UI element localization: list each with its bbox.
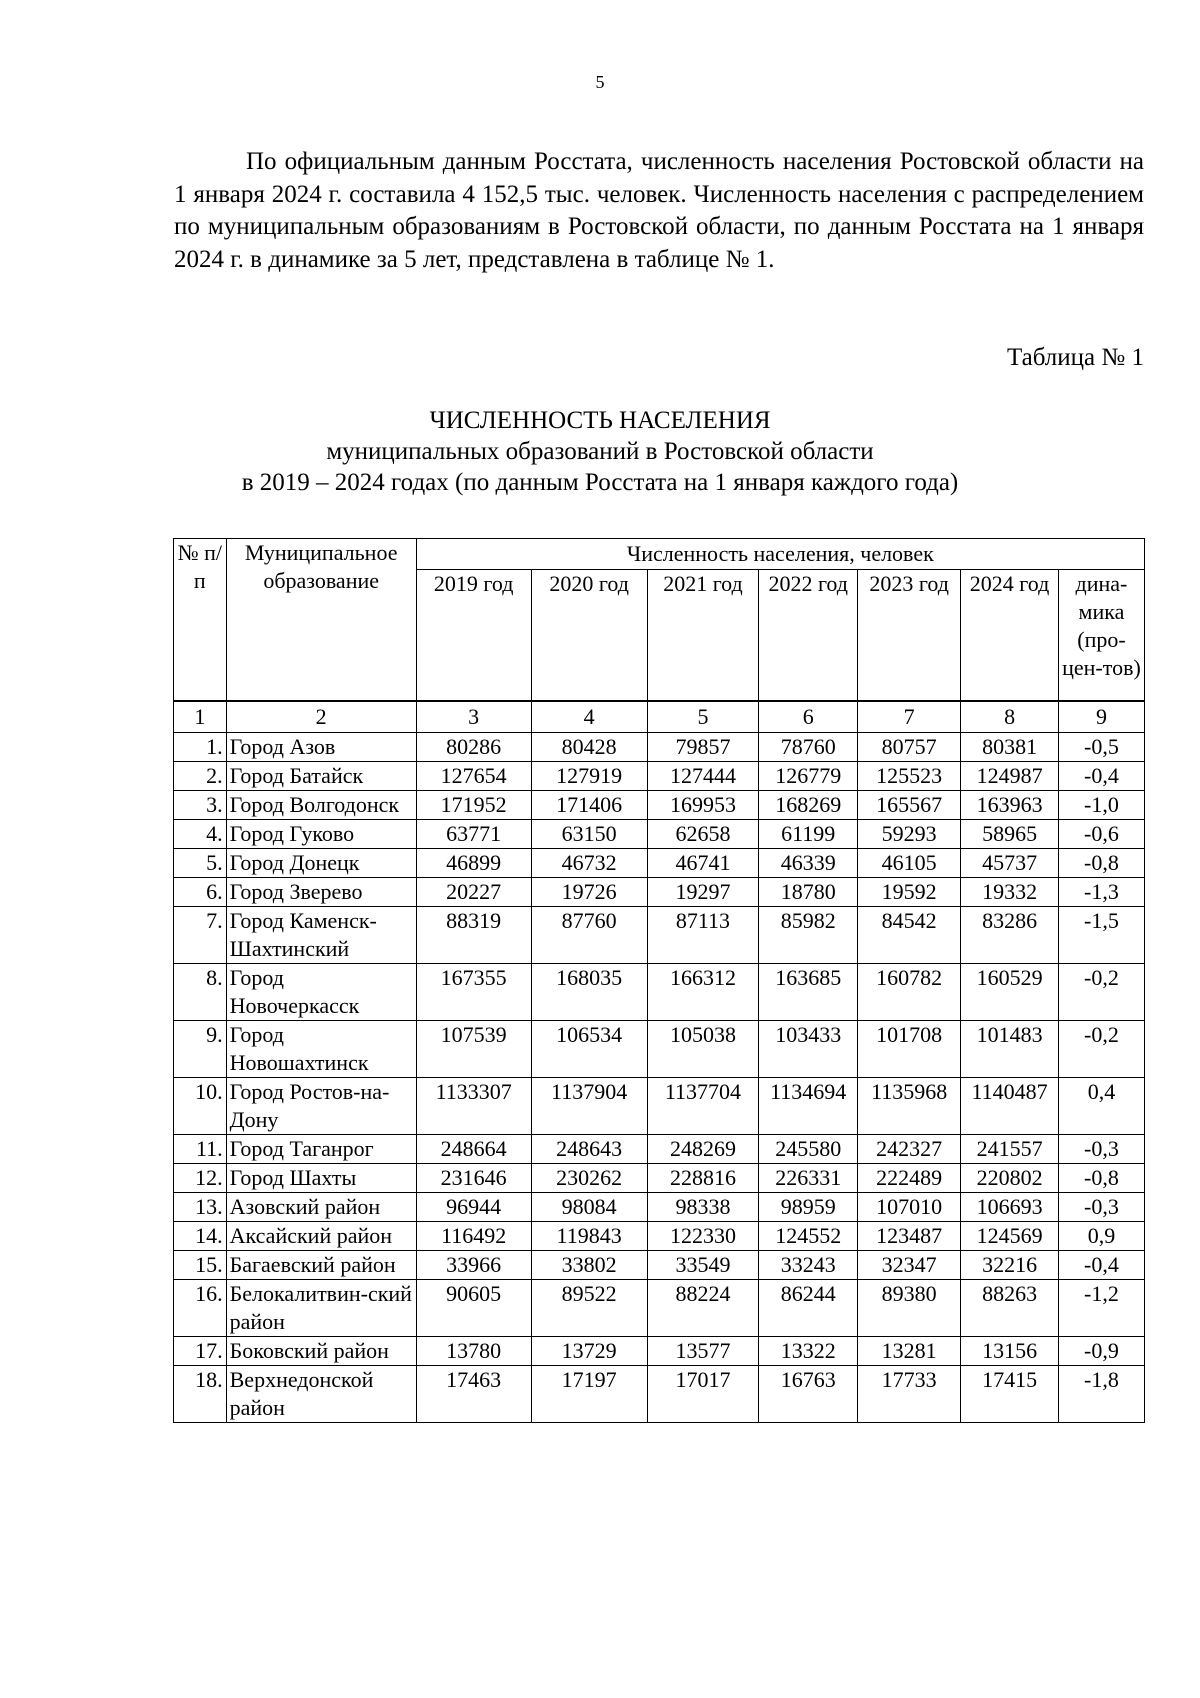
municipality-name: Город Донецк — [226, 849, 416, 878]
population-value: 33243 — [759, 1251, 858, 1280]
municipality-name: Аксайский район — [226, 1222, 416, 1251]
population-value: 19726 — [531, 878, 647, 907]
dynamics-value: -0,6 — [1058, 820, 1144, 849]
population-value: 125523 — [858, 762, 961, 791]
population-value: 101708 — [858, 1021, 961, 1078]
population-value: 168035 — [531, 964, 647, 1021]
population-value: 78760 — [759, 733, 858, 762]
population-value: 127654 — [416, 762, 531, 791]
population-value: 96944 — [416, 1193, 531, 1222]
row-number: 13. — [174, 1193, 227, 1222]
header-municipality: Муниципальное образование — [226, 539, 416, 702]
heading-title: ЧИСЛЕННОСТЬ НАСЕЛЕНИЯ — [429, 407, 771, 434]
heading-subtitle-2: в 2019 – 2024 годах (по данным Росстата на 1 января каждого года) — [241, 469, 959, 496]
municipality-name: Город Новошахтинск — [226, 1021, 416, 1078]
population-value: 86244 — [759, 1280, 858, 1337]
population-value: 163963 — [961, 791, 1059, 820]
population-value: 241557 — [961, 1135, 1059, 1164]
population-value: 98338 — [647, 1193, 759, 1222]
population-value: 226331 — [759, 1164, 858, 1193]
table-heading — [0, 405, 1200, 498]
population-value: 18780 — [759, 878, 858, 907]
population-value: 59293 — [858, 820, 961, 849]
dynamics-value: -0,4 — [1058, 762, 1144, 791]
population-value: 46732 — [531, 849, 647, 878]
population-value: 127444 — [647, 762, 759, 791]
population-value: 98084 — [531, 1193, 647, 1222]
population-value: 88263 — [961, 1280, 1059, 1337]
row-number: 5. — [174, 849, 227, 878]
population-value: 105038 — [647, 1021, 759, 1078]
table-row — [174, 1135, 1145, 1164]
population-value: 13322 — [759, 1337, 858, 1366]
population-value: 166312 — [647, 964, 759, 1021]
population-value: 61199 — [759, 820, 858, 849]
population-value: 83286 — [961, 907, 1059, 964]
row-number: 9. — [174, 1021, 227, 1078]
population-value: 165567 — [858, 791, 961, 820]
population-value: 45737 — [961, 849, 1059, 878]
population-value: 230262 — [531, 1164, 647, 1193]
population-value: 90605 — [416, 1280, 531, 1337]
population-value: 1140487 — [961, 1078, 1059, 1135]
row-number: 4. — [174, 820, 227, 849]
population-value: 169953 — [647, 791, 759, 820]
row-number: 10. — [174, 1078, 227, 1135]
population-value: 222489 — [858, 1164, 961, 1193]
row-number: 15. — [174, 1251, 227, 1280]
population-value: 20227 — [416, 878, 531, 907]
municipality-name: Город Азов — [226, 733, 416, 762]
population-value: 1134694 — [759, 1078, 858, 1135]
population-value: 103433 — [759, 1021, 858, 1078]
population-value: 80757 — [858, 733, 961, 762]
population-value: 89522 — [531, 1280, 647, 1337]
header-number: № п/п — [174, 539, 227, 702]
population-value: 98959 — [759, 1193, 858, 1222]
table-row — [174, 1193, 1145, 1222]
population-value: 106693 — [961, 1193, 1059, 1222]
population-value: 13156 — [961, 1337, 1059, 1366]
municipality-name: Город Батайск — [226, 762, 416, 791]
population-value: 127919 — [531, 762, 647, 791]
column-number: 3 — [416, 701, 531, 733]
dynamics-value: -0,2 — [1058, 1021, 1144, 1078]
population-value: 33549 — [647, 1251, 759, 1280]
municipality-name: Азовский район — [226, 1193, 416, 1222]
table-row — [174, 878, 1145, 907]
row-number: 3. — [174, 791, 227, 820]
population-value: 231646 — [416, 1164, 531, 1193]
population-value: 248269 — [647, 1135, 759, 1164]
dynamics-value: -0,4 — [1058, 1251, 1144, 1280]
table-row — [174, 1021, 1145, 1078]
population-value: 17415 — [961, 1366, 1059, 1423]
municipality-name: Город Новочеркасск — [226, 964, 416, 1021]
population-value: 160782 — [858, 964, 961, 1021]
dynamics-value: 0,9 — [1058, 1222, 1144, 1251]
population-value: 220802 — [961, 1164, 1059, 1193]
population-value: 80381 — [961, 733, 1059, 762]
population-value: 88224 — [647, 1280, 759, 1337]
population-value: 63150 — [531, 820, 647, 849]
population-value: 87113 — [647, 907, 759, 964]
population-value: 171406 — [531, 791, 647, 820]
population-value: 85982 — [759, 907, 858, 964]
table-row — [174, 820, 1145, 849]
population-value: 124987 — [961, 762, 1059, 791]
intro-paragraph: По официальным данным Росстата, численность населения Ростовской области на 1 января 2024 г. составила 4 152,5 тыс. человек. Численность населения с распределением по муниципальным образованиям в Ростовской области, по данным Росстата на 1 января 2024 г. в динамике за 5 лет, представлена в таблице № 1. — [174, 148, 1144, 273]
table-row — [174, 791, 1145, 820]
dynamics-value: -0,5 — [1058, 733, 1144, 762]
header-year: 2022 год — [759, 570, 858, 702]
population-value: 84542 — [858, 907, 961, 964]
dynamics-value: -1,5 — [1058, 907, 1144, 964]
column-number: 4 — [531, 701, 647, 733]
column-number: 6 — [759, 701, 858, 733]
table-row — [174, 1078, 1145, 1135]
population-value: 19332 — [961, 878, 1059, 907]
population-value: 101483 — [961, 1021, 1059, 1078]
population-value: 13281 — [858, 1337, 961, 1366]
table-row — [174, 907, 1145, 964]
municipality-name: Город Шахты — [226, 1164, 416, 1193]
dynamics-value: -0,9 — [1058, 1337, 1144, 1366]
population-value: 16763 — [759, 1366, 858, 1423]
population-value: 13729 — [531, 1337, 647, 1366]
population-value: 248643 — [531, 1135, 647, 1164]
header-year: 2023 год — [858, 570, 961, 702]
population-value: 245580 — [759, 1135, 858, 1164]
population-value: 1133307 — [416, 1078, 531, 1135]
population-value: 17017 — [647, 1366, 759, 1423]
municipality-name: Город Гуково — [226, 820, 416, 849]
population-value: 19592 — [858, 878, 961, 907]
population-value: 89380 — [858, 1280, 961, 1337]
population-value: 1135968 — [858, 1078, 961, 1135]
table-row — [174, 1366, 1145, 1423]
table-row — [174, 1280, 1145, 1337]
table-row — [174, 1337, 1145, 1366]
population-value: 87760 — [531, 907, 647, 964]
row-number: 7. — [174, 907, 227, 964]
municipality-name: Боковский район — [226, 1337, 416, 1366]
population-value: 33966 — [416, 1251, 531, 1280]
population-value: 242327 — [858, 1135, 961, 1164]
table-row — [174, 1251, 1145, 1280]
dynamics-value: -0,3 — [1058, 1135, 1144, 1164]
table-row — [174, 849, 1145, 878]
row-number: 2. — [174, 762, 227, 791]
population-value: 1137704 — [647, 1078, 759, 1135]
population-value: 32347 — [858, 1251, 961, 1280]
population-value: 80428 — [531, 733, 647, 762]
population-value: 58965 — [961, 820, 1059, 849]
municipality-name: Город Каменск-Шахтинский — [226, 907, 416, 964]
population-value: 13577 — [647, 1337, 759, 1366]
row-number: 8. — [174, 964, 227, 1021]
dynamics-value: -0,8 — [1058, 1164, 1144, 1193]
table-row — [174, 733, 1145, 762]
population-value: 124569 — [961, 1222, 1059, 1251]
population-value: 19297 — [647, 878, 759, 907]
municipality-name: Город Зверево — [226, 878, 416, 907]
population-value: 106534 — [531, 1021, 647, 1078]
population-value: 32216 — [961, 1251, 1059, 1280]
population-value: 17733 — [858, 1366, 961, 1423]
population-value: 123487 — [858, 1222, 961, 1251]
header-year: 2020 год — [531, 570, 647, 702]
header-year: 2024 год — [961, 570, 1059, 702]
dynamics-value: 0,4 — [1058, 1078, 1144, 1135]
population-value: 33802 — [531, 1251, 647, 1280]
population-value: 88319 — [416, 907, 531, 964]
dynamics-value: -0,2 — [1058, 964, 1144, 1021]
population-value: 80286 — [416, 733, 531, 762]
population-value: 63771 — [416, 820, 531, 849]
population-value: 46105 — [858, 849, 961, 878]
population-value: 107010 — [858, 1193, 961, 1222]
population-value: 171952 — [416, 791, 531, 820]
population-value: 79857 — [647, 733, 759, 762]
column-number: 1 — [174, 701, 227, 733]
population-value: 46899 — [416, 849, 531, 878]
column-number: 8 — [961, 701, 1059, 733]
dynamics-value: -1,3 — [1058, 878, 1144, 907]
row-number: 11. — [174, 1135, 227, 1164]
row-number: 18. — [174, 1366, 227, 1423]
population-value: 46741 — [647, 849, 759, 878]
population-value: 228816 — [647, 1164, 759, 1193]
header-year: 2021 год — [647, 570, 759, 702]
population-value: 107539 — [416, 1021, 531, 1078]
population-value: 248664 — [416, 1135, 531, 1164]
population-table — [173, 538, 1145, 1423]
population-value: 160529 — [961, 964, 1059, 1021]
column-number: 7 — [858, 701, 961, 733]
municipality-name: Город Таганрог — [226, 1135, 416, 1164]
header-year: 2019 год — [416, 570, 531, 702]
table-row — [174, 964, 1145, 1021]
municipality-name: Верхнедонской район — [226, 1366, 416, 1423]
population-value: 17197 — [531, 1366, 647, 1423]
population-value: 46339 — [759, 849, 858, 878]
heading-subtitle-1: муниципальных образований в Ростовской области — [326, 438, 874, 465]
population-value: 1137904 — [531, 1078, 647, 1135]
population-value: 168269 — [759, 791, 858, 820]
population-value: 122330 — [647, 1222, 759, 1251]
municipality-name: Багаевский район — [226, 1251, 416, 1280]
table-row — [174, 1164, 1145, 1193]
population-value: 17463 — [416, 1366, 531, 1423]
municipality-name: Город Ростов-на-Дону — [226, 1078, 416, 1135]
population-value: 163685 — [759, 964, 858, 1021]
municipality-name: Город Волгодонск — [226, 791, 416, 820]
row-number: 1. — [174, 733, 227, 762]
population-value: 167355 — [416, 964, 531, 1021]
dynamics-value: -0,8 — [1058, 849, 1144, 878]
population-value: 62658 — [647, 820, 759, 849]
header-dynamics: дина-мика (про-цен-тов) — [1058, 570, 1144, 702]
column-number: 2 — [226, 701, 416, 733]
population-value: 116492 — [416, 1222, 531, 1251]
row-number: 12. — [174, 1164, 227, 1193]
row-number: 14. — [174, 1222, 227, 1251]
row-number: 16. — [174, 1280, 227, 1337]
table-row — [174, 762, 1145, 791]
table-label: Таблица № 1 — [1006, 344, 1144, 371]
column-number: 5 — [647, 701, 759, 733]
row-number: 17. — [174, 1337, 227, 1366]
population-value: 13780 — [416, 1337, 531, 1366]
column-number: 9 — [1058, 701, 1144, 733]
row-number: 6. — [174, 878, 227, 907]
header-population-group: Численность населения, человек — [416, 539, 1144, 570]
municipality-name: Белокалитвин-ский район — [226, 1280, 416, 1337]
dynamics-value: -1,8 — [1058, 1366, 1144, 1423]
population-value: 124552 — [759, 1222, 858, 1251]
dynamics-value: -0,3 — [1058, 1193, 1144, 1222]
population-value: 126779 — [759, 762, 858, 791]
population-value: 119843 — [531, 1222, 647, 1251]
dynamics-value: -1,2 — [1058, 1280, 1144, 1337]
dynamics-value: -1,0 — [1058, 791, 1144, 820]
page-number: 5 — [595, 72, 605, 92]
table-row — [174, 1222, 1145, 1251]
